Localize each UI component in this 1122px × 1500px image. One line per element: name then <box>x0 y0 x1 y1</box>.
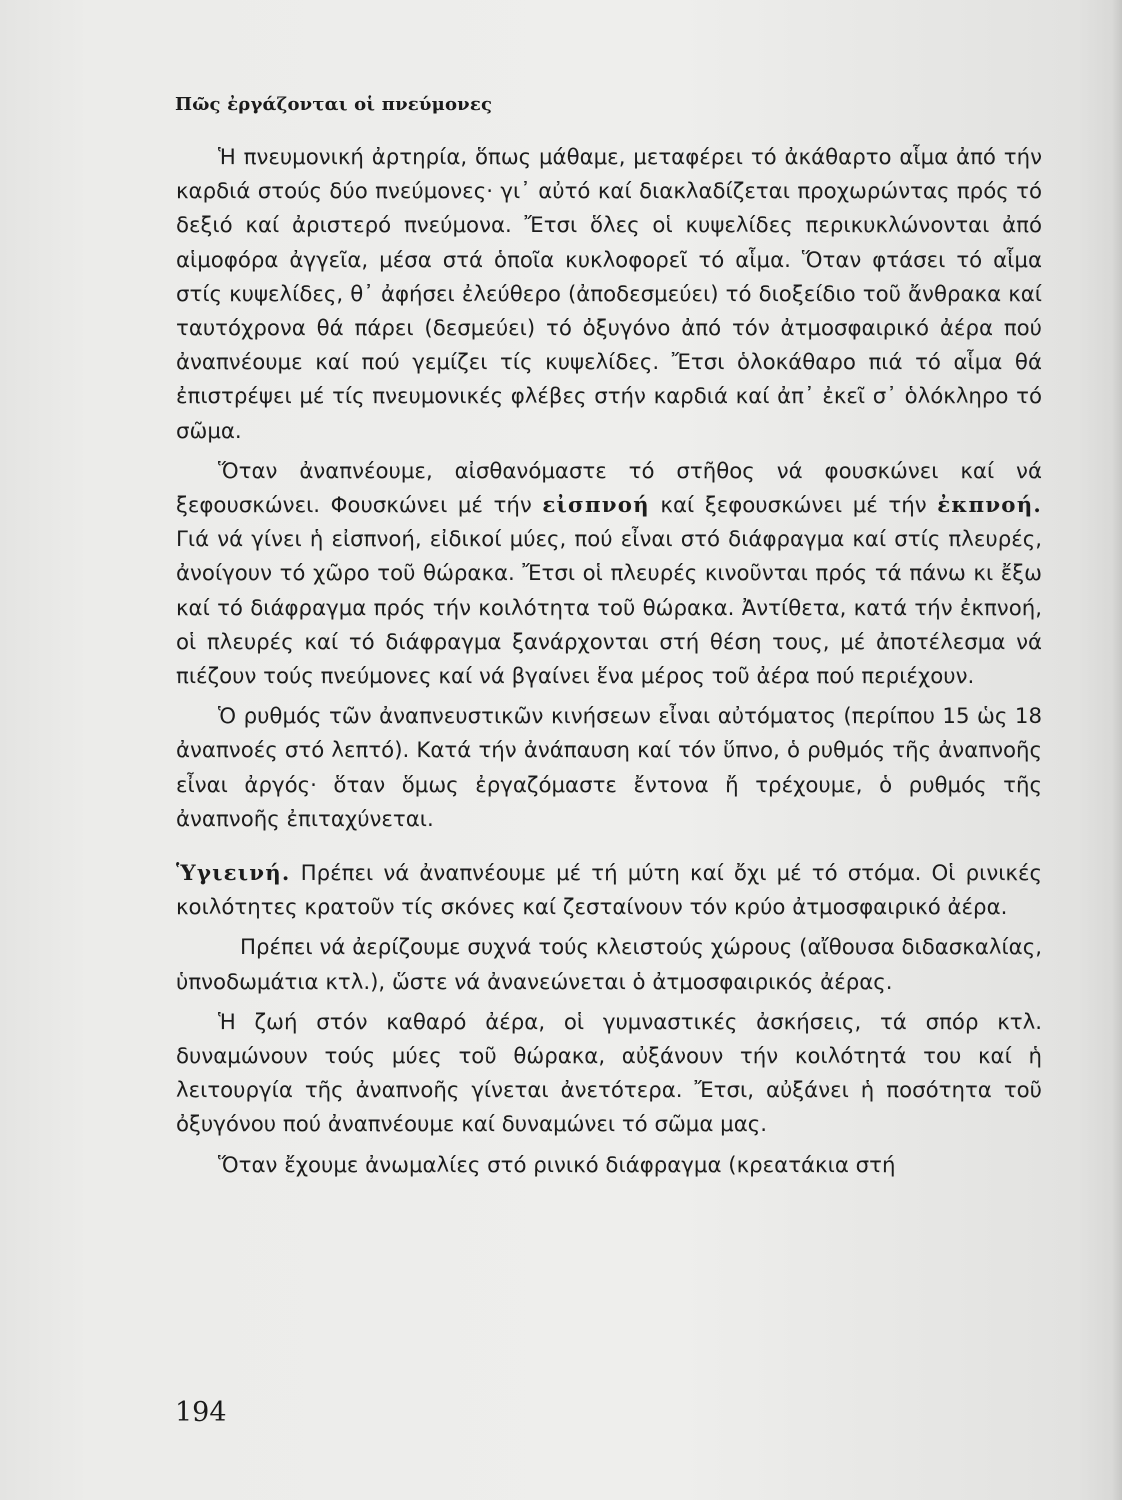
paragraph-breathing-rhythm: Ὁ ρυθμός τῶν ἀναπνευστικῶν κινήσεων εἶναι αὐτόματος (περίπου 15 ὡς 18 ἀναπνοές στό λεπτό). Κατά τήν ἀνάπαυση καί τόν ὕπνο, ὁ ρυθμός τῆς ἀναπνοῆς εἶναι ἀργός· ὅταν ὅμως ἐργαζόμαστε ἔντονα ἤ τρέχουμε, ὁ ρυθμός τῆς ἀναπνοῆς ἐπιταχύνεται. <box>176 704 1042 832</box>
paragraph-text: Ὅταν ἀναπνέουμε, αἰσθανόμαστε τό στῆθος νά φουσκώνει καί νά ξεφουσκώνει. Φουσκώνει μέ τήν <box>176 458 1042 519</box>
term-inhalation: εἰσπνοή <box>542 493 650 519</box>
running-header: Πῶς ἐργάζονται οἱ πνεύμονες <box>175 94 493 115</box>
page-edge-shadow <box>1112 0 1122 1500</box>
paragraph-nasal-septum: Ὅταν ἔχουμε ἀνωμαλίες στό ρινικό διάφραγμα (κρεατάκια στή <box>218 1152 896 1178</box>
section-heading-hygiene: Ὑγιεινή. <box>176 861 291 887</box>
paragraph-pulmonary-artery: Ἡ πνευμονική ἀρτηρία, ὅπως μάθαμε, μεταφέρει τό ἀκάθαρτο αἷμα ἀπό τήν καρδιά στούς δύο πνεύμονες· γι᾿ αὐτό καί διακλαδίζεται προχωρώντας πρός τό δεξιό καί ἀριστερό πνεύμονα. Ἔτσι ὅλες οἱ κυψελίδες περικυκλώνονται ἀπό αἱμοφόρα ἀγγεῖα, μέσα στά ὁποῖα κυκλοφορεῖ τό αἷμα. Ὅταν φτάσει τό αἷμα στίς κυψελίδες, θ᾿ ἀφήσει ἐλεύθερο (ἀποδεσμεύει) τό διοξείδιο τοῦ ἄνθρακα καί ταυτόχρονα θά πάρει (δεσμεύει) τό ὀξυγόνο ἀπό τόν ἀτμοσφαιρικό ἀέρα πού ἀναπνέουμε καί πού γεμίζει τίς κυψελίδες. Ἔτσι ὁλοκάθαρο πιά τό αἷμα θά ἐπιστρέψει μέ τίς πνευμονικές φλέβες στήν καρδιά καί ἀπ᾿ ἐκεῖ σ᾿ ὁλόκληρο τό σῶμα. <box>176 145 1042 444</box>
page-number: 194 <box>175 1397 227 1428</box>
paragraph-hygiene <box>176 857 1042 925</box>
paragraph-text: Γιά νά γίνει ἡ εἰσπνοή, εἰδικοί μύες, πού εἶναι στό διάφραγμα καί στίς πλευρές, ἀνοίγουν τό χῶρο τοῦ θώρακα. Ἔτσι οἱ πλευρές κινοῦνται πρός τά πάνω κι ἔξω καί τό διάφραγμα πρός τήν κοιλότητα τοῦ θώρακα. Ἀντίθετα, κατά τήν ἐκπνοή, οἱ πλευρές καί τό διάφραγμα ξανάρχονται στή θέση τους, μέ ἀποτέλεσμα νά πιέζουν τούς πνεύμονες καί νά βγαίνει ἕνα μέρος τοῦ ἀέρα πού περιέχουν. <box>176 527 1042 690</box>
paragraph-fresh-air: Ἡ ζωή στόν καθαρό ἀέρα, οἱ γυμναστικές ἀσκήσεις, τά σπόρ κτλ. δυναμώνουν τούς μύες τοῦ θώρακα, αὐξάνουν τήν κοιλότητά του καί ἡ λειτουργία τῆς ἀναπνοῆς γίνεται ἀνετότερα. Ἔτσι, αὐξάνει ἡ ποσότητα τοῦ ὀξυγόνου πού ἀναπνέουμε καί δυναμώνει τό σῶμα μας. <box>176 1009 1042 1138</box>
term-exhalation: ἐκπνοή. <box>937 493 1042 519</box>
paragraph-text: καί ξεφουσκώνει μέ τήν <box>649 493 938 519</box>
paragraph-ventilation: Πρέπει νά ἀερίζουμε συχνά τούς κλειστούς χώρους (αἴθουσα διδασκαλίας, ὑπνοδωμάτια κτλ.), ὥστε νά ἀνανεώνεται ὁ ἀτμοσφαιρικός ἀέρας. <box>176 935 1042 995</box>
paragraph-inhalation-exhalation <box>176 455 1042 694</box>
body-text <box>176 141 1042 1183</box>
paragraph-text: Πρέπει νά ἀναπνέουμε μέ τή μύτη καί ὄχι μέ τό στόμα. Οἱ ρινικές κοιλότητες κρατοῦν τίς σκόνες καί ζεσταίνουν τόν κρύο ἀτμοσφαιρικό ἀέρα. <box>176 861 1042 921</box>
